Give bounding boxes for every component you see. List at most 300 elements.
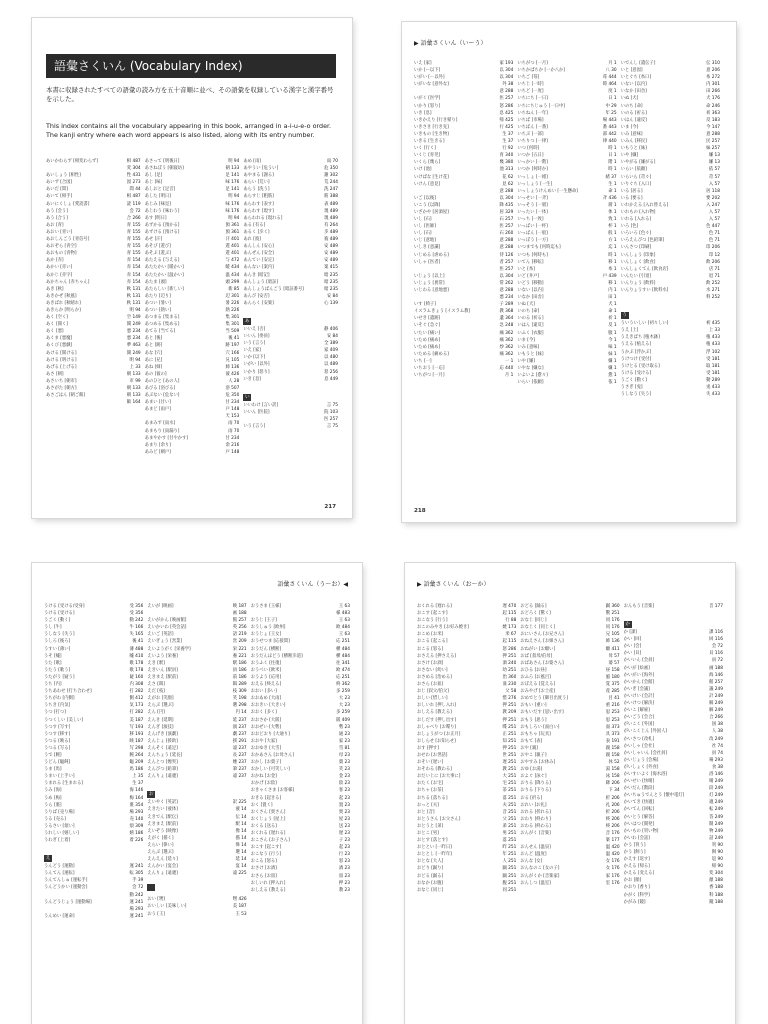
entry-kanji-ref: 怒 23 [338,859,350,865]
entry-kanji-ref: 天 153 [225,414,240,420]
entry-kanji-ref: 知 251 [502,738,517,744]
index-entry [243,179,338,186]
entry-reading: えんとつ [煙突] [147,760,178,766]
index-entry [621,370,720,377]
index-entry [251,837,350,844]
vocabulary-index-title: 語彙さくいん (Vocabulary Index) [46,54,336,78]
entry-kanji-ref: 見 62 [502,181,514,187]
index-entry [417,717,516,724]
entry-kanji-ref: 疑 160 [129,674,144,680]
entry-kanji-ref: 表 191 [605,738,620,744]
index-entry [517,124,616,131]
entry-kanji-ref: 甘 234 [225,435,240,441]
entry-kanji-ref: 王 53 [235,911,247,917]
entry-reading: おさら [お皿] [417,682,444,688]
index-entry [621,266,720,273]
entry-kanji-ref: 腕 264 [129,752,144,758]
index-entry [44,892,143,899]
entry-kanji-ref: 息 449 [324,376,339,382]
entry-kanji-ref: 終 206 [605,816,620,822]
entry-kanji-ref: 悪 234 [126,329,141,335]
entry-reading: うつる [写る] [44,745,71,751]
entry-reading: かえす [返す] [623,857,650,863]
index-entry [414,294,513,301]
entry-kanji-ref: 円 14 [235,710,247,716]
index-entry [417,809,516,816]
entry-reading: うたう [歌う] [44,667,71,673]
entry-reading: うそ [嘘] [44,653,62,659]
entry-kanji-ref: 子 23 [338,838,350,844]
entry-reading: あき [秋] [46,286,64,292]
index-entry [517,358,616,365]
entry-kanji-ref: 部 442 [602,131,617,137]
intro-english: This index contains all the vocabulary appearing in this book, arranged in a-i-u-e-o order. The kanji entry where each word appears is also listed, along with its entry number. [46,122,332,139]
entry-kanji-ref: 明 94 [129,357,141,363]
entry-reading: あんない [案内] [243,265,274,271]
index-entry [624,856,723,863]
index-entry [145,342,240,349]
entry-kanji-ref: 入 57 [708,217,720,223]
entry-kanji-ref: 跡 197 [225,343,240,349]
entry-kanji-ref: 教 209 [502,710,517,716]
index-entry [517,60,616,67]
index-entry [517,138,616,145]
entry-kanji-ref: 場 293 [129,906,144,912]
entry-kanji-ref: 社 74 [711,743,723,749]
entry-reading: あんらく [安楽] [243,300,274,306]
entry-reading: おと [音] [417,809,435,815]
index-entry [624,892,723,899]
entry-reading: えんそく [遠足] [147,745,178,751]
index-entry [147,738,246,745]
entry-kanji-ref: 同 176 [605,618,620,624]
entry-reading: おんせん [温泉] [520,845,551,851]
index-entry [251,724,350,731]
entry-kanji-ref: 荒 244 [324,180,339,186]
entry-reading: おさけ [お酒] [417,660,444,666]
entry-reading: いきる [生きる] [414,139,445,145]
entry-reading: いちがつ [一月] [414,373,445,379]
index-entry [243,286,338,293]
entry-reading: かいはつ [開発] [623,821,655,827]
entry-kanji-ref: 行 92 [502,146,514,152]
entry-reading: えらぶ [選ぶ] [147,850,174,855]
entry-reading: いつか [何時か] [517,167,548,173]
index-entry [624,693,723,700]
entry-reading: えきでん [駅伝] [147,814,178,820]
entry-reading: おどり [踊り] [417,866,444,872]
index-entry [414,110,513,117]
entry-kanji-ref: 劇 237 [232,731,247,737]
entry-kanji-ref: 休 52 [608,760,620,766]
entry-reading: おいしい [美味しい] [147,904,187,910]
index-entry [621,166,720,173]
index-entry [251,773,350,780]
index-entry [517,159,616,166]
entry-reading: あみど [網戸] [144,449,171,455]
index-entry [417,766,516,773]
index-entry [624,603,723,610]
index-entry [243,264,338,271]
entry-kanji-ref: 意 206 [706,68,720,74]
entry-kanji-ref: 男 251 [502,831,517,836]
entry-kanji-ref: 苛 57 [708,174,720,180]
index-entry [243,165,338,172]
entry-reading: あと [跡] [144,343,163,349]
index-entry [147,903,246,910]
entry-kanji-ref: 映 187 [129,738,144,744]
index-entry [251,738,350,745]
index-entry [46,293,141,300]
entry-reading: いちご [苺] [517,75,540,81]
entry-reading: おゆ [お湯] [520,767,543,773]
entry-reading: いみん [移民] [620,139,647,145]
entry-kanji-ref: 英 256 [232,625,247,631]
entry-reading: かいしゃ [会社] [623,743,655,749]
index-entry [517,280,616,287]
index-entry [624,870,723,877]
entry-reading: おちゃ [お茶] [417,788,444,794]
index-entry [414,124,513,131]
entry-kanji-ref: 行 425 [499,124,514,130]
index-entry [520,624,619,631]
entry-reading: おしょうがつ [お正月] [417,731,461,737]
index-entry [417,695,516,702]
entry-kanji-ref: 上 33 [708,328,720,334]
index-entry [44,624,143,631]
index-entry [243,326,338,333]
index-entry [624,899,723,906]
index-entry [147,681,246,688]
index-entry [417,837,516,844]
entry-reading: いま [今] [620,124,639,130]
index-column [251,603,350,920]
entry-reading: いんりょう [飲料] [620,280,656,286]
entry-kanji-ref: 具 373 [605,731,620,737]
entry-kanji-ref: 戸 439 [602,273,617,279]
index-entry [414,67,513,74]
entry-kanji-ref: 養 221 [232,653,247,659]
index-entry [147,842,246,849]
section-marker: お [149,792,154,798]
entry-reading: いかり [怒り] [414,103,441,109]
entry-kanji-ref: 打 282 [129,710,144,716]
index-entry [417,709,516,716]
entry-kanji-ref: 踊 251 [502,873,517,879]
entry-kanji-ref: 横 484 [336,653,350,659]
index-entry [621,110,720,117]
entry-kanji-ref: 思 253 [605,717,620,723]
index-entry [517,67,616,74]
entry-kanji-ref: 音 251 [502,809,517,815]
entry-kanji-ref: 王 63 [338,604,350,609]
entry-kanji-ref: 愈 1 [608,373,617,379]
index-entry [145,186,240,193]
index-entry [147,674,246,681]
entry-kanji-ref: 幾 380 [499,160,514,166]
entry-reading: あたえる [与える] [144,258,180,264]
entry-reading: おしらせ [お知らせ] [417,738,456,744]
index-entry [414,252,513,259]
entry-reading: いのる [祈る] [620,110,647,116]
entry-kanji-ref: 館 257 [709,679,723,685]
entry-kanji-ref: 池 313 [499,167,514,173]
entry-kanji-ref: 反 183 [706,117,720,123]
index-entry [417,724,516,731]
index-entry [621,320,720,327]
index-entry [621,327,720,334]
entry-reading: かいてき [快適] [623,800,655,806]
entry-reading: いやな [嫌な] [517,366,544,372]
entry-reading: いのち [命] [517,309,540,315]
entry-kanji-ref: 以 304 [499,75,514,81]
index-entry [417,880,516,887]
index-entry [517,188,616,195]
entry-kanji-ref: 教 368 [499,309,514,315]
entry-reading: いんしょう [印象] [620,252,656,258]
entry-reading: いっしょうけんめい [一生懸命] [517,188,578,194]
index-entry [624,650,723,657]
entry-kanji-ref: 味 176 [225,208,240,214]
index-entry [414,223,513,230]
index-entry [624,721,723,728]
entry-kanji-ref: 入 57 [708,181,720,187]
entry-kanji-ref: 大 23 [338,703,350,709]
entry-kanji-ref: 行 88 [505,618,517,624]
entry-kanji-ref: 嫌 1 [608,366,617,372]
entry-reading: えさ [餌] [147,682,165,688]
index-entry [44,660,143,667]
entry-kanji-ref: 犬 176 [706,96,720,102]
entry-reading: おちる [落ちる] [417,795,448,801]
entry-kanji-ref: 泳 158 [605,774,620,780]
index-entry [624,884,723,891]
index-entry [624,657,723,664]
entry-reading: おもう [思う] [520,717,547,723]
entry-kanji-ref: 暗 235 [324,272,339,278]
entry-reading: おうせつま [応接間] [250,639,290,645]
index-entry [417,844,516,851]
index-column [414,60,513,398]
entry-kanji-ref: 親 158 [605,752,620,758]
index-entry [145,449,240,456]
index-entry [624,771,723,778]
index-entry [44,877,143,884]
entry-kanji-ref: 降 435 [499,202,514,208]
index-entry [520,660,619,667]
entry-kanji-ref: 会 72 [132,885,144,891]
entry-reading: あいにくしょ [愛読書] [46,201,90,207]
index-entry [417,624,516,631]
index-entry [44,717,143,724]
entry-reading: おば [叔母/伯母] [520,653,553,659]
entry-kanji-ref: 初 435 [706,321,720,327]
entry-reading: いはん [違反] [620,117,647,123]
entry-kanji-ref: 言 75 [326,402,339,408]
index-entry [145,179,240,186]
entry-kanji-ref: 預 361 [225,222,240,228]
entry-kanji-ref: 悪 234 [126,336,141,342]
index-column [46,158,141,456]
entry-reading: いそぐ [急ぐ] [414,323,441,329]
index-entry [517,294,616,301]
entry-kanji-ref: 祈 363 [706,110,720,116]
index-entry [520,688,619,695]
index-entry [251,717,350,724]
entry-reading: あいず [合図] [46,180,73,186]
entry-kanji-ref: 糸 1 [608,266,617,272]
index-entry [414,259,513,266]
entry-kanji-ref: 弟 251 [502,823,517,829]
entry-kanji-ref: 願 411 [605,646,620,652]
entry-reading: いみ [意味] [517,344,540,350]
entry-kanji-ref: 栄 221 [232,646,247,652]
index-entry [517,344,616,351]
entry-kanji-ref: 奥 23 [338,809,350,815]
index-entry [44,695,143,702]
index-entry [414,287,513,294]
entry-reading: いちじ [一時] [517,82,544,88]
index-entry [417,738,516,745]
entry-reading: かいだん [階段] [623,786,655,792]
entry-reading: おりる [下りる] [520,788,551,794]
index-entry [414,195,513,202]
entry-kanji-ref: 遠 237 [232,745,247,751]
entry-reading: いったい [一体] [517,209,548,215]
entry-kanji-ref: 陰 23 [338,781,350,787]
index-columns [44,603,350,920]
index-entry [621,252,720,259]
entry-reading: いれかえる [入れ替える] [620,202,669,208]
entry-kanji-ref: 香 188 [709,885,723,891]
index-entry [46,236,141,243]
entry-kanji-ref: 以 304 [499,195,514,201]
entry-reading: うつくしい [美しい] [44,717,84,723]
entry-reading: かう [飼う] [623,850,646,855]
index-entry [621,195,720,202]
entry-kanji-ref: 赤 154 [126,258,141,264]
section-marker: か [625,622,630,628]
index-entry [520,780,619,787]
entry-kanji-ref: 間 44 [129,187,141,193]
entry-kanji-ref: 依 1 [608,380,617,386]
entry-kanji-ref: 浴 507 [225,386,240,391]
entry-reading: かいが [絵画] [623,665,650,671]
index-entry [145,172,240,179]
entry-reading: あくび [悪戯] [46,343,73,349]
entry-kanji-ref: 置 23 [338,802,350,808]
entry-reading: いや [嫌] [620,153,639,159]
index-entry [621,216,720,223]
entry-reading: おこなう [行う] [417,618,448,624]
entry-reading: あつまる [集まる] [144,315,180,321]
entry-reading: うら [裏] [44,802,62,808]
entry-reading: いや [嫌] [517,358,535,364]
index-entry [517,209,616,216]
entry-reading: うんどうじょう [運動場] [44,899,92,905]
entry-kanji-ref: 多 259 [336,689,350,695]
entry-kanji-ref: 年 251 [502,852,517,858]
entry-reading: おうじ [王子] [250,618,277,624]
index-entry [517,266,616,273]
entry-kanji-ref: 中 29 [605,103,617,109]
entry-kanji-ref: 青 155 [126,244,141,250]
entry-reading: いもうと [妹] [517,351,544,357]
index-entry [147,759,246,766]
entry-kanji-ref: 降 206 [605,781,620,787]
index-entry [621,341,720,348]
entry-reading: あおもの [青物] [46,251,77,257]
entry-reading: いか [以下] [243,355,266,361]
entry-kanji-ref: 緒 37 [605,174,617,180]
entry-kanji-ref: 同 176 [605,625,620,631]
entry-kanji-ref: 反 1 [608,323,617,329]
entry-reading: かがく [科学] [623,892,650,898]
entry-kanji-ref: 茶 251 [502,788,517,794]
index-entry [520,702,619,709]
index-entry [44,638,143,645]
entry-kanji-ref: 帰 425 [499,117,514,123]
entry-kanji-ref: 嘘 410 [129,653,144,659]
entry-reading: うめ [梅] [44,795,62,801]
index-entry [517,322,616,329]
entry-kanji-ref: 場 293 [709,757,723,763]
entry-kanji-ref: 院 103 [324,409,339,415]
entry-kanji-ref: 打 282 [129,689,144,695]
entry-reading: いち [一] [414,358,432,364]
entry-kanji-ref: 議 249 [709,686,723,692]
entry-reading: おきゃくさま [お客様] [250,788,295,794]
entry-kanji-ref: 大 251 [502,774,517,780]
entry-kanji-ref: 重 216 [605,703,620,709]
entry-reading: あぶない [危ない] [144,393,180,399]
entry-reading: あつい [熱い] [144,307,171,313]
entry-reading: あくま [悪魔] [46,336,73,342]
entry-kanji-ref: 層 1 [608,202,617,208]
entry-reading: おや [親] [520,745,538,751]
entry-reading: おこす [起こす] [417,611,448,617]
index-entry [624,665,723,672]
entry-reading: あかい [赤い] [46,265,73,271]
index-entry [414,330,513,337]
entry-kanji-ref: 音 177 [709,604,723,609]
entry-reading: おくる [送る] [250,823,277,829]
entry-kanji-ref: 痛 362 [499,337,514,343]
entry-reading: うける [受ける] [44,611,75,617]
index-entry [517,174,616,181]
index-entry [147,603,246,610]
entry-reading: いつか [五日] [517,153,544,159]
index-entry [147,660,246,667]
index-entry [44,681,143,688]
index-entry [414,174,513,181]
entry-reading: おんもう [音楽] [623,604,655,609]
entry-reading: あめ [雨] [243,159,261,164]
entry-kanji-ref: 焼 173 [502,625,517,631]
entry-reading: いくら [幾ら] [414,160,441,166]
entry-kanji-ref: 菓 23 [338,760,350,766]
entry-reading: いえ [家] [414,61,432,66]
entry-kanji-ref: 飼 90 [711,850,723,855]
entry-kanji-ref: 帰 90 [711,864,723,870]
entry-kanji-ref: 退 71 [708,273,720,279]
entry-kanji-ref: 移 1 [608,259,617,265]
entry-kanji-ref: 貝 116 [709,651,723,657]
entry-reading: あせ [汗] [144,237,163,243]
index-entry [520,851,619,858]
entry-reading: おなじ [同じ] [520,618,547,624]
index-entry [621,356,720,363]
